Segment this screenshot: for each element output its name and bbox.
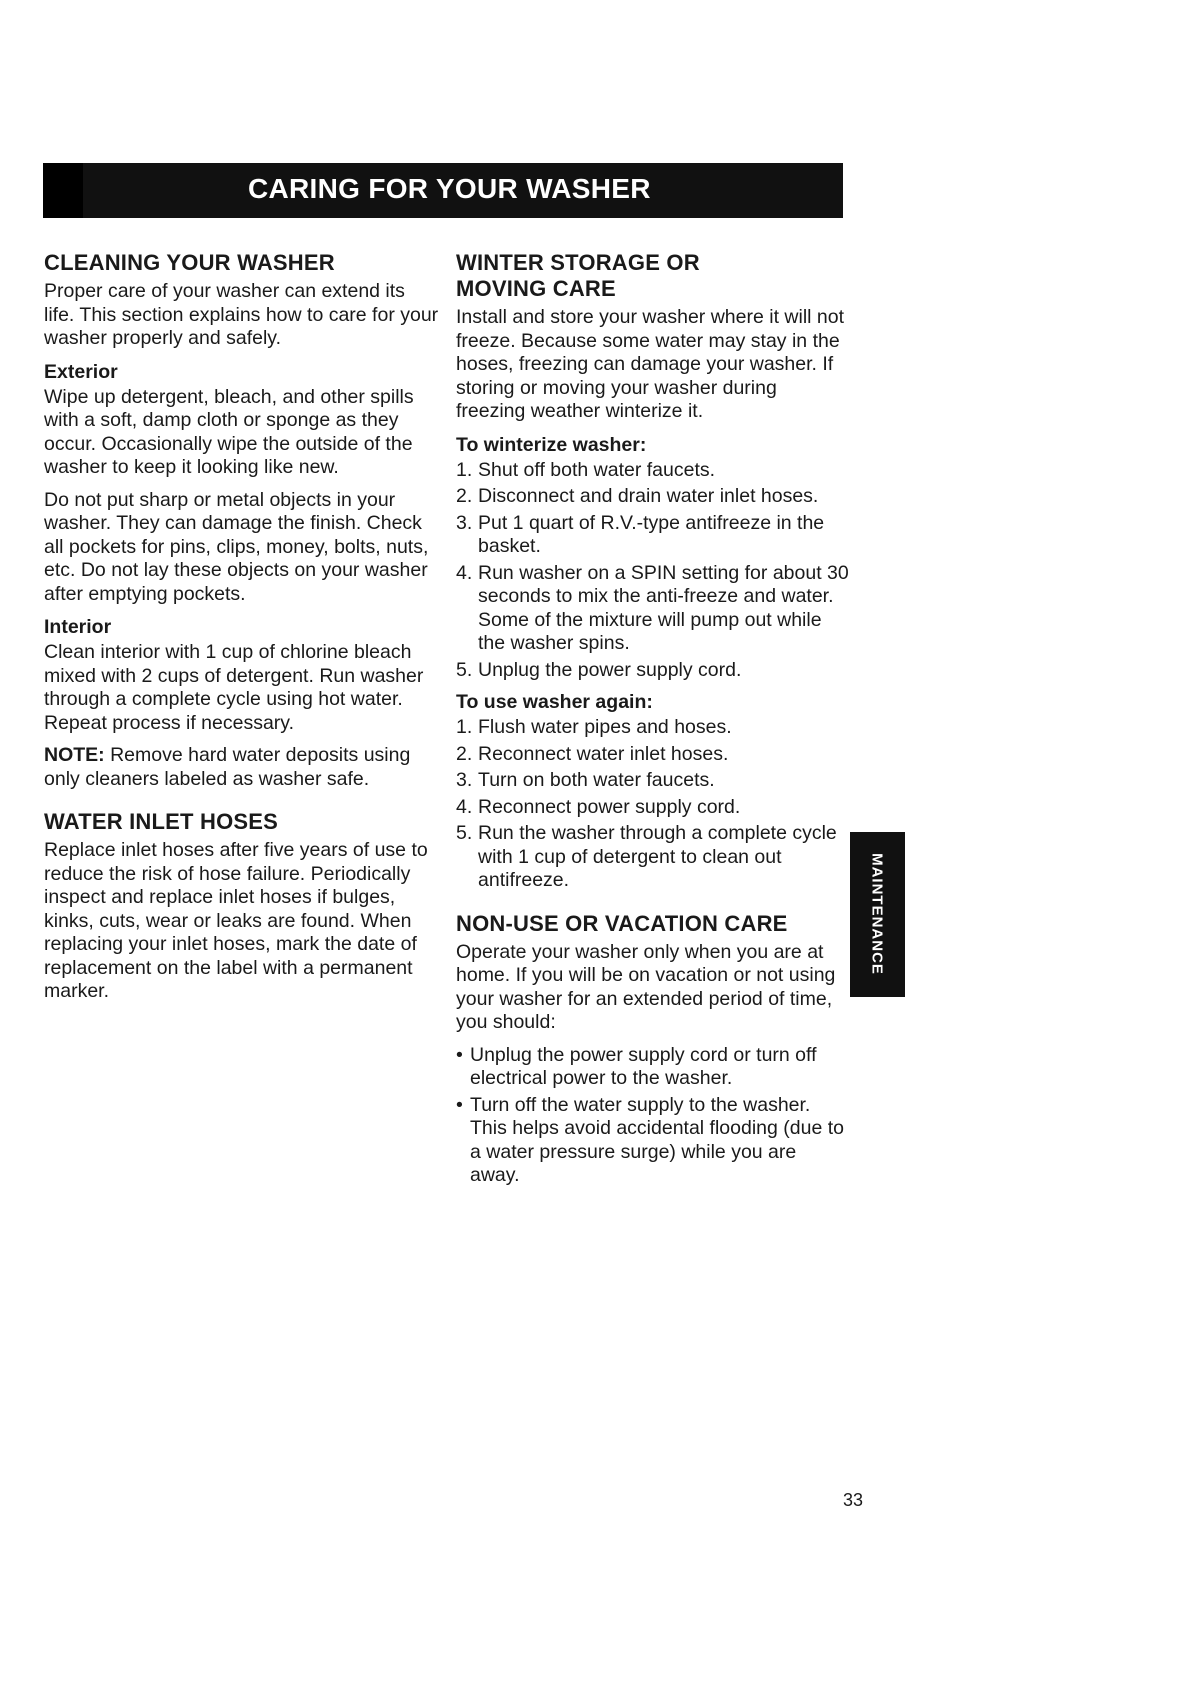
step-text: Turn on both water faucets. (478, 769, 715, 791)
maintenance-tab (850, 832, 905, 997)
list-item (456, 743, 851, 767)
section-banner (43, 163, 843, 218)
list-item (456, 1044, 851, 1091)
step-number: 5. (456, 822, 473, 844)
note-paragraph (44, 744, 439, 791)
note-text: Remove hard water deposits using only cleaners labeled as washer safe. (44, 744, 411, 790)
interior-heading: Interior (44, 616, 112, 638)
step-text: Flush water pipes and hoses. (478, 716, 732, 738)
cleaning-intro: Proper care of your washer can extend its life. This section explains how to care for your washer properly and safely. (44, 280, 439, 349)
use-again-heading: To use washer again: (456, 691, 653, 713)
right-column (456, 250, 851, 1191)
list-item (456, 822, 851, 893)
hoses-heading: WATER INLET HOSES (44, 809, 279, 834)
interior-paragraph: Clean interior with 1 cup of chlorine bleach mixed with 2 cups of detergent. Run washer through a complete cycle using hot water. Repeat process if necessary. (44, 641, 424, 734)
bullet-dot: • (456, 1093, 463, 1116)
step-number: 3. (456, 769, 473, 791)
winter-heading-line-2: MOVING CARE (456, 276, 616, 301)
hoses-section (44, 809, 439, 1004)
step-text: Reconnect power supply cord. (478, 795, 741, 818)
step-text: Unplug the power supply cord. (478, 658, 742, 681)
list-item (456, 1094, 851, 1188)
step-number: 2. (456, 485, 473, 507)
step-text: Disconnect and drain water inlet hoses. (478, 485, 819, 507)
winter-heading (456, 250, 851, 302)
page-title: CARING FOR YOUR WASHER (248, 173, 651, 204)
step-text: Run the washer through a complete cycle with 1 cup of detergent to clean out antifreeze. (478, 822, 837, 891)
note-label: NOTE: (44, 744, 105, 766)
winter-intro: Install and store your washer where it will not freeze. Because some water may stay in the hoses, freezing can damage your washer. If storing or moving your washer during freezing weather winterize it. (456, 306, 845, 422)
exterior-paragraph-2: Do not put sharp or metal objects in your washer. They can damage the finish. Check all pockets for pins, clips, money, bolts, nuts, etc. Do not lay these objects on your washer after emptying pockets. (44, 488, 429, 605)
vacation-heading: NON-USE OR VACATION CARE (456, 910, 788, 936)
cleaning-section (44, 250, 439, 791)
bullet-dot: • (456, 1043, 463, 1066)
step-number: 5. (456, 658, 473, 681)
list-item (456, 459, 851, 483)
page-number: 33 (843, 1490, 864, 1510)
list-item (456, 769, 851, 793)
winterize-steps (456, 459, 851, 683)
step-text: Put 1 quart of R.V.-type antifreeze in the basket. (478, 511, 825, 557)
list-item (456, 716, 851, 740)
vacation-intro: Operate your washer only when you are at home. If you will be on vacation or not using your washer for an extended period of time, you should: (456, 940, 836, 1033)
step-number: 1. (456, 458, 473, 481)
left-column (44, 250, 439, 1013)
use-again-steps (456, 716, 851, 893)
exterior-heading: Exterior (44, 360, 118, 383)
maintenance-tab-label: MAINTENANCE (868, 853, 886, 975)
list-item (456, 796, 851, 820)
step-number: 4. (456, 795, 473, 818)
list-item (456, 562, 851, 656)
step-number: 3. (456, 511, 473, 534)
hoses-paragraph: Replace inlet hoses after five years of use to reduce the risk of hose failure. Periodically inspect and replace inlet hoses if bulges, kinks, cuts, wear or leaks are found. When replacing your inlet hoses, mark the date of replacement on the label with a permanent marker. (44, 839, 428, 1002)
step-text: Run washer on a SPIN setting for about 30 seconds to mix the anti-freeze and water. Some of the mixture will pump out while the washer spins. (478, 561, 849, 654)
list-item (456, 659, 851, 683)
cleaning-heading: CLEANING YOUR WASHER (44, 250, 335, 275)
winter-heading-line-1: WINTER STORAGE OR (456, 250, 700, 275)
banner-accent-block (43, 163, 83, 218)
step-number: 4. (456, 561, 473, 584)
step-number: 1. (456, 716, 473, 738)
exterior-paragraph-1: Wipe up detergent, bleach, and other spills with a soft, damp cloth or sponge as they occur. Occasionally wipe the outside of the washer to keep it looking like new. (44, 385, 414, 478)
vacation-section (456, 911, 851, 1188)
step-text: Reconnect water inlet hoses. (478, 742, 729, 765)
step-number: 2. (456, 742, 473, 765)
winterize-heading: To winterize washer: (456, 433, 647, 456)
list-item (456, 485, 851, 509)
winter-section (456, 250, 851, 893)
list-item (456, 512, 851, 559)
vacation-bullets (456, 1044, 851, 1188)
step-text: Shut off both water faucets. (478, 458, 716, 481)
bullet-text: Turn off the water supply to the washer. This helps avoid accidental flooding (due to a water pressure surge) while you are away. (470, 1093, 844, 1186)
bullet-text: Unplug the power supply cord or turn off electrical power to the washer. (470, 1043, 817, 1089)
